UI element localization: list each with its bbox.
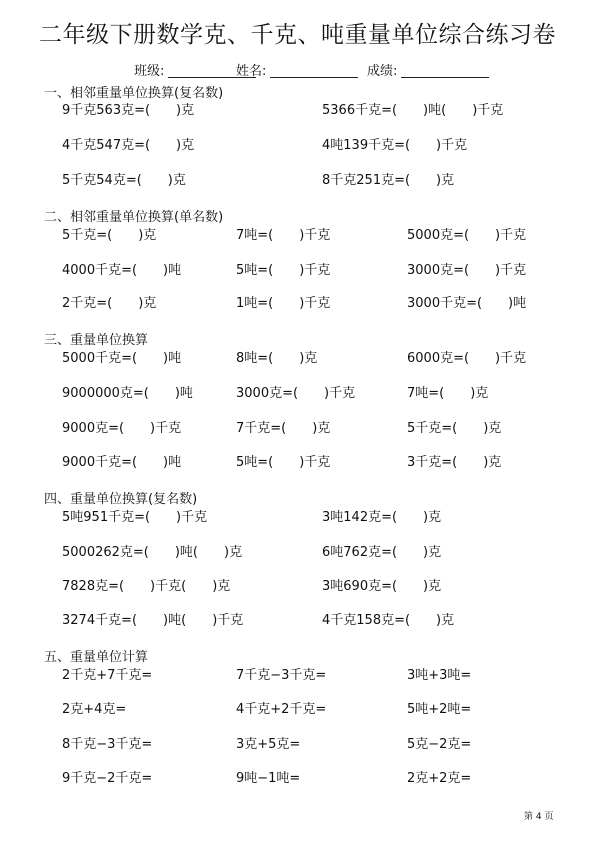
question: 3274千克=( )吨( )千克 <box>62 613 244 628</box>
question: 3000克=( )千克 <box>236 386 356 401</box>
score-label: 成绩: <box>367 64 398 79</box>
question: 7千克=( )克 <box>236 421 331 436</box>
question: 8千克251克=( )克 <box>322 173 455 188</box>
section-1-heading: 一、相邻重量单位换算(复名数) <box>44 86 224 101</box>
question: 9000千克=( )吨 <box>62 455 182 470</box>
question: 5吨=( )千克 <box>236 263 331 278</box>
section-4-heading: 四、重量单位换算(复名数) <box>44 492 198 507</box>
section-2-heading: 二、相邻重量单位换算(单名数) <box>44 210 224 225</box>
section-5-heading: 五、重量单位计算 <box>44 650 149 665</box>
question: 5吨951千克=( )千克 <box>62 510 208 525</box>
section-3-heading: 三、重量单位换算 <box>44 333 149 348</box>
question: 5千克54克=( )克 <box>62 173 186 188</box>
question: 5吨=( )千克 <box>236 455 331 470</box>
page-number: 第 4 页 <box>524 812 554 822</box>
question: 3千克=( )克 <box>407 455 502 470</box>
question: 7千克−3千克= <box>236 668 327 683</box>
question: 4000千克=( )吨 <box>62 263 182 278</box>
question: 2千克=( )克 <box>62 296 157 311</box>
question: 5366千克=( )吨( )千克 <box>322 103 504 118</box>
question: 7吨=( )克 <box>407 386 489 401</box>
name-label: 姓名: <box>236 64 267 79</box>
question: 6000克=( )千克 <box>407 351 527 366</box>
question: 3吨+3吨= <box>407 668 472 683</box>
question: 7吨=( )千克 <box>236 228 331 243</box>
question: 5千克=( )克 <box>407 421 502 436</box>
question: 9吨−1吨= <box>236 771 301 786</box>
question: 5千克=( )克 <box>62 228 157 243</box>
question: 4吨139千克=( )千克 <box>322 138 468 153</box>
question: 2克+2克= <box>407 771 472 786</box>
question: 9千克−2千克= <box>62 771 153 786</box>
question: 5000千克=( )吨 <box>62 351 182 366</box>
name-field <box>236 60 358 79</box>
score-blank <box>401 77 489 78</box>
question: 5000262克=( )吨( )克 <box>62 545 243 560</box>
question: 3000千克=( )吨 <box>407 296 527 311</box>
question: 5吨+2吨= <box>407 702 472 717</box>
score-field <box>367 60 489 79</box>
question: 3克+5克= <box>236 737 301 752</box>
question: 3吨142克=( )克 <box>322 510 442 525</box>
question: 9000000克=( )吨 <box>62 386 193 401</box>
page-title: 二年级下册数学克、千克、吨重量单位综合练习卷 <box>39 22 556 48</box>
question: 3000克=( )千克 <box>407 263 527 278</box>
question: 6吨762克=( )克 <box>322 545 442 560</box>
question: 9千克563克=( )克 <box>62 103 195 118</box>
question: 8吨=( )克 <box>236 351 318 366</box>
question: 4千克+2千克= <box>236 702 327 717</box>
question: 4千克158克=( )克 <box>322 613 455 628</box>
question: 2千克+7千克= <box>62 668 153 683</box>
question: 7828克=( )千克( )克 <box>62 579 231 594</box>
question: 9000克=( )千克 <box>62 421 182 436</box>
question: 3吨690克=( )克 <box>322 579 442 594</box>
class-label: 班级: <box>134 64 165 79</box>
question: 1吨=( )千克 <box>236 296 331 311</box>
question: 2克+4克= <box>62 702 127 717</box>
question: 5克−2克= <box>407 737 472 752</box>
question: 8千克−3千克= <box>62 737 153 752</box>
question: 4千克547克=( )克 <box>62 138 195 153</box>
name-blank <box>270 77 358 78</box>
question: 5000克=( )千克 <box>407 228 527 243</box>
